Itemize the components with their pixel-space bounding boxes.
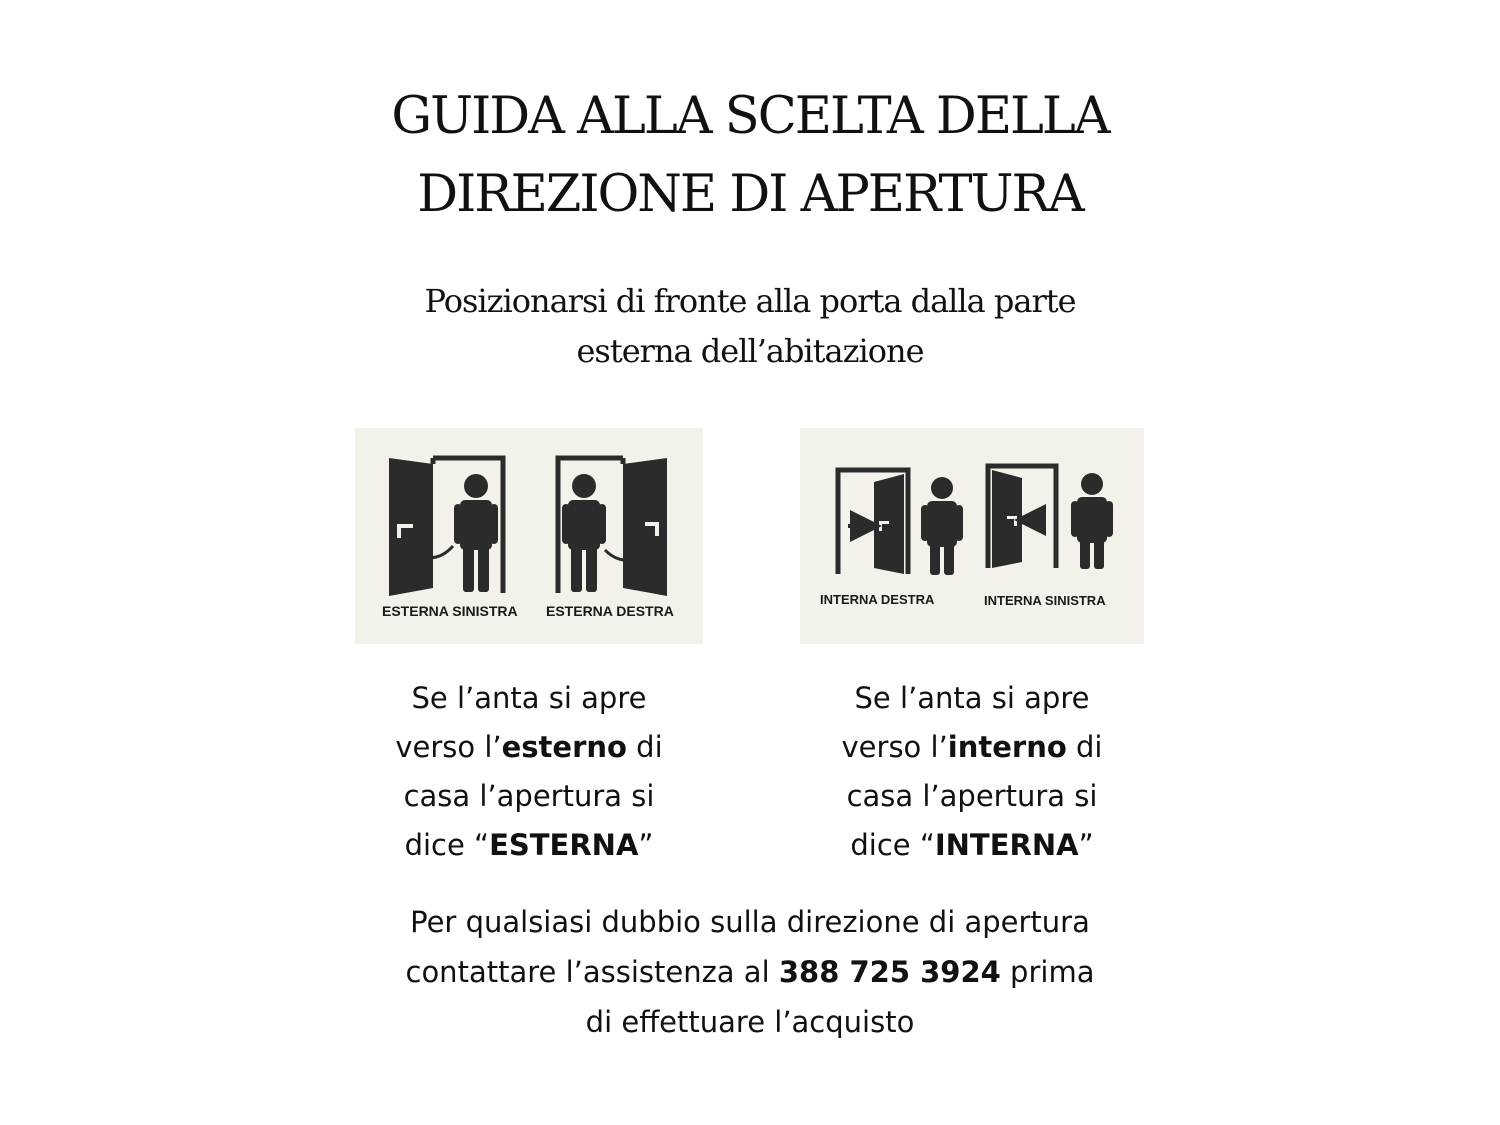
assistance-line-2 <box>250 947 1250 997</box>
label-interna-destra: INTERNA DESTRA <box>820 592 935 607</box>
esterna-desc-line-2 <box>355 723 703 772</box>
interna-desc-line-2-post: di <box>1066 730 1103 764</box>
assistance-line-2-post: prima <box>1000 955 1095 989</box>
esterna-description <box>355 674 703 870</box>
interna-diagram-panel <box>800 428 1144 644</box>
page-title <box>250 78 1250 234</box>
interna-desc-line-4-pre: dice “ <box>850 828 935 862</box>
interna-desc-line-3: casa l’apertura si <box>846 779 1098 813</box>
label-interna-sinistra: INTERNA SINISTRA <box>984 593 1106 608</box>
label-esterna-sinistra: ESTERNA SINISTRA <box>382 603 518 619</box>
door-interna-sinistra-icon <box>988 466 1056 568</box>
esterna-desc-line-1: Se l’anta si apre <box>411 681 647 715</box>
esterna-desc-line-4-pre: dice “ <box>404 828 490 862</box>
esterna-desc-line-3: casa l’apertura si <box>403 779 655 813</box>
esterna-desc-term: ESTERNA <box>489 828 639 862</box>
subtitle <box>300 276 1200 376</box>
esterna-desc-line-4-post: ” <box>638 828 654 862</box>
esterna-desc-line-2-post: di <box>626 730 663 764</box>
esterna-desc-line-4 <box>355 821 703 870</box>
interna-desc-term: INTERNA <box>934 828 1079 862</box>
page-title-line-2: DIREZIONE DI APERTURA <box>417 165 1083 224</box>
person-esterna-sinistra-icon <box>454 474 498 592</box>
door-interna-destra-icon <box>838 470 908 574</box>
person-interna-destra-icon <box>921 477 963 575</box>
assistance-line-1: Per qualsiasi dubbio sulla direzione di apertura <box>410 905 1090 939</box>
subtitle-line-1: Posizionarsi di fronte alla porta dalla parte <box>424 282 1076 320</box>
interna-desc-line-4-post: ” <box>1078 828 1094 862</box>
page-title-line-1: GUIDA ALLA SCELTA DELLA <box>391 87 1109 146</box>
interna-desc-line-2 <box>798 723 1146 772</box>
person-interna-sinistra-icon <box>1071 473 1113 569</box>
interna-desc-line-1: Se l’anta si apre <box>854 681 1090 715</box>
subtitle-line-2: esterna dell’abitazione <box>576 332 924 370</box>
interna-desc-line-4 <box>798 821 1146 870</box>
assistance-line-3: di effettuare l’acquisto <box>585 1005 915 1039</box>
person-esterna-destra-icon <box>562 474 606 592</box>
assistance-note <box>250 897 1250 1047</box>
interna-diagram <box>800 428 1144 644</box>
esterna-desc-keyword: esterno <box>501 730 627 764</box>
label-esterna-destra: ESTERNA DESTRA <box>546 603 674 619</box>
esterna-diagram-panel <box>355 428 703 644</box>
interna-desc-line-2-pre: verso l’ <box>841 730 948 764</box>
assistance-line-2-pre: contattare l’assistenza al <box>405 955 779 989</box>
assistance-phone-number: 388 725 3924 <box>778 955 1001 989</box>
interna-desc-keyword: interno <box>947 730 1067 764</box>
esterna-desc-line-2-pre: verso l’ <box>395 730 502 764</box>
interna-description <box>798 674 1146 870</box>
